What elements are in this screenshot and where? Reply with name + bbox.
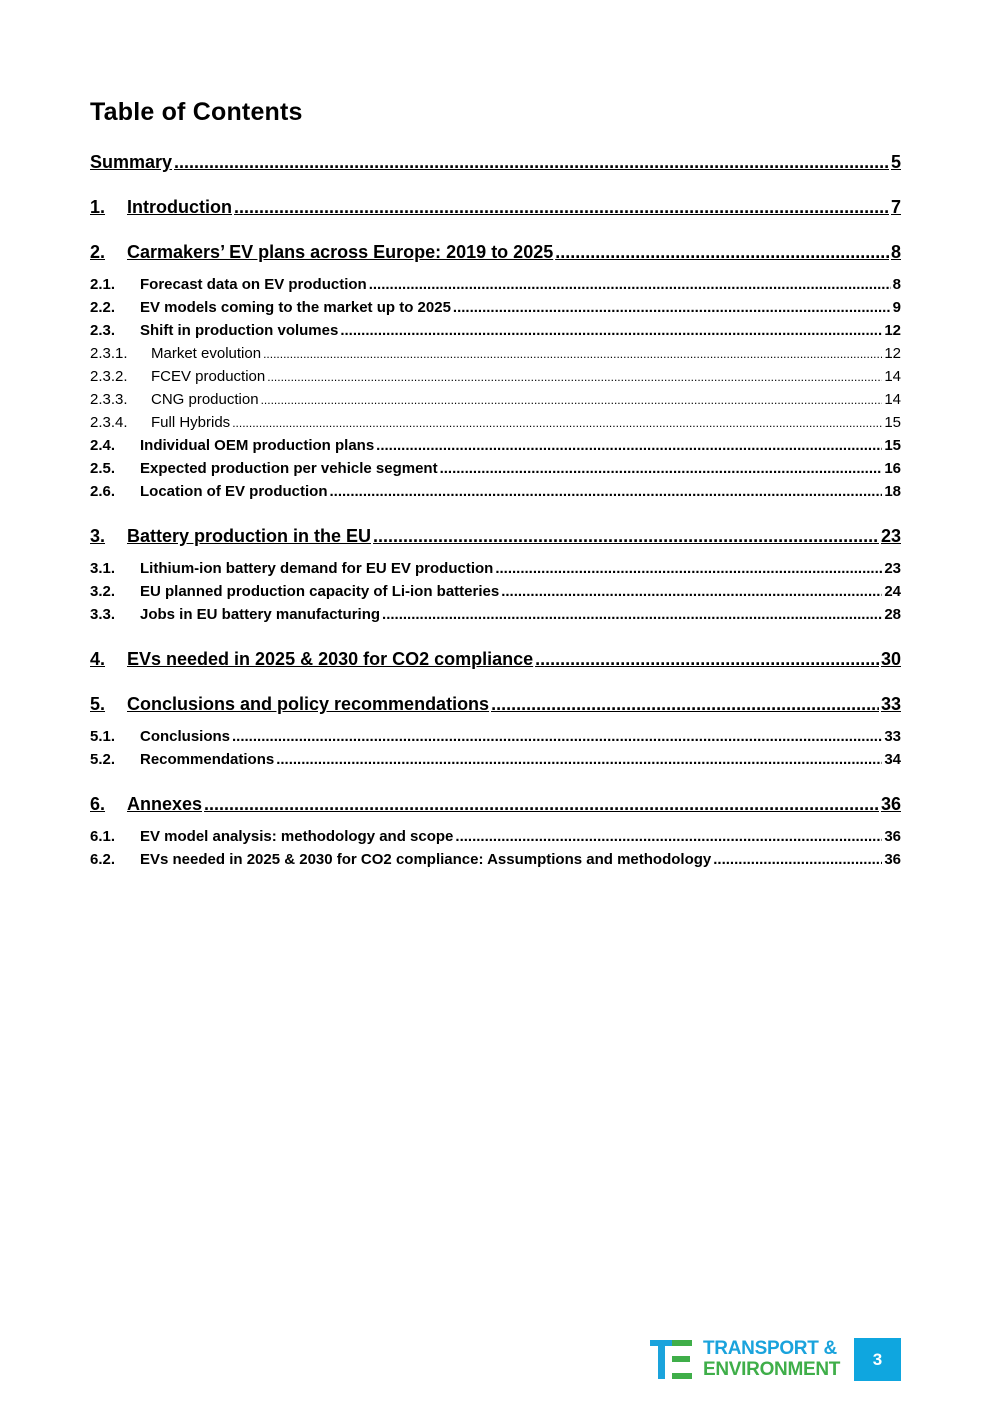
dot-leader	[234, 195, 889, 219]
toc-entry-page: 12	[884, 322, 901, 339]
toc-entry-text: Recommendations	[140, 751, 275, 768]
toc-entry-number: 2.5.	[90, 460, 116, 477]
dot-leader	[263, 343, 882, 365]
toc-entry-3-3[interactable]	[90, 603, 901, 626]
dot-leader	[276, 748, 882, 771]
toc-entry-2-3[interactable]	[90, 319, 901, 342]
dot-leader	[376, 434, 882, 457]
toc-entry-text: Conclusions and policy recommendations	[127, 694, 490, 714]
dot-leader	[535, 647, 879, 671]
dot-leader	[382, 603, 882, 626]
toc-entry-number: 6.1.	[90, 828, 116, 845]
toc-entry-text: Forecast data on EV production	[140, 276, 367, 293]
toc-entry-number: 2.3.	[90, 322, 116, 339]
toc-entry-number: 3.	[90, 526, 106, 546]
toc-entry-page: 36	[884, 851, 901, 868]
dot-leader	[340, 319, 882, 342]
toc-entry-text: Introduction	[127, 197, 232, 217]
toc-entry-number: 2.	[90, 242, 106, 262]
toc-entry-page: 15	[884, 437, 901, 454]
toc-entry-page: 24	[884, 583, 901, 600]
toc-entry-text: EVs needed in 2025 & 2030 for CO2 compliance: Assumptions and methodology	[140, 851, 712, 868]
toc-entry-2-2[interactable]	[90, 296, 901, 319]
dot-leader	[330, 480, 883, 503]
toc-entry-number: 1.	[90, 197, 106, 217]
toc-entry-page: 28	[884, 606, 901, 623]
toc-entry-number: 6.	[90, 794, 106, 814]
toc-entry-page: 14	[884, 391, 901, 408]
dot-leader	[267, 366, 882, 388]
toc-entry-text: Expected production per vehicle segment	[140, 460, 438, 477]
toc-entry-number: 4.	[90, 649, 106, 669]
toc-entry-number: 2.6.	[90, 483, 116, 500]
toc-entry-page: 34	[884, 751, 901, 768]
dot-leader	[501, 580, 882, 603]
toc-entry-text: EV model analysis: methodology and scope	[140, 828, 454, 845]
toc-entry-text: Shift in production volumes	[140, 322, 339, 339]
toc-entry-number: 5.2.	[90, 751, 116, 768]
dot-leader	[232, 412, 882, 434]
toc-entry-page: 23	[880, 526, 901, 546]
dot-leader	[453, 296, 891, 319]
toc-entry-2-5[interactable]	[90, 457, 901, 480]
dot-leader	[491, 692, 879, 716]
toc-entry-number: 6.2.	[90, 851, 116, 868]
toc-entry-text: Individual OEM production plans	[140, 437, 375, 454]
toc-entry-page: 30	[880, 649, 901, 669]
toc-entry-3[interactable]	[90, 524, 901, 548]
toc-entry-6-2[interactable]	[90, 848, 901, 871]
toc-entry-number: 2.1.	[90, 276, 116, 293]
toc-entry-text: Location of EV production	[140, 483, 328, 500]
toc-title: Table of Contents	[90, 98, 303, 126]
toc-entry-text: Carmakers’ EV plans across Europe: 2019 to 2025	[127, 242, 554, 262]
toc-entry-1[interactable]	[90, 195, 901, 219]
toc-entry-number: 2.4.	[90, 437, 116, 454]
toc-entry-2-3-1[interactable]	[90, 342, 901, 365]
toc-entry-number: 2.3.3.	[90, 391, 128, 408]
dot-leader	[455, 825, 882, 848]
toc-entry-text: EU planned production capacity of Li-ion batteries	[140, 583, 500, 600]
toc-entry-number: 3.1.	[90, 560, 116, 577]
toc-entry-2-1[interactable]	[90, 273, 901, 296]
toc-entry-number: 2.3.2.	[90, 368, 128, 385]
dot-leader	[495, 557, 882, 580]
table-of-contents	[90, 150, 901, 871]
dot-leader	[174, 150, 889, 174]
toc-entry-2-3-2[interactable]	[90, 365, 901, 388]
toc-entry-number: 5.1.	[90, 728, 116, 745]
toc-entry-4[interactable]	[90, 647, 901, 671]
toc-entry-text: EVs needed in 2025 & 2030 for CO2 compliance	[127, 649, 534, 669]
toc-entry-text: Market evolution	[151, 345, 262, 362]
toc-entry-page: 23	[884, 560, 901, 577]
toc-entry-number: 2.3.1.	[90, 345, 128, 362]
toc-entry-text: CNG production	[151, 391, 259, 408]
toc-entry-page: 36	[880, 794, 901, 814]
te-logo	[650, 1338, 846, 1381]
toc-entry-page: 15	[884, 414, 901, 431]
toc-entry-page: 18	[884, 483, 901, 500]
toc-entry-2-3-3[interactable]	[90, 388, 901, 411]
toc-entry-5-1[interactable]	[90, 725, 901, 748]
toc-entry-page: 14	[884, 368, 901, 385]
logo-line-1: TRANSPORT &	[703, 1338, 837, 1359]
te-logo-icon	[650, 1338, 694, 1381]
toc-entry-number: 3.3.	[90, 606, 116, 623]
toc-entry-5-2[interactable]	[90, 748, 901, 771]
toc-entry-6-1[interactable]	[90, 825, 901, 848]
toc-entry-text: Summary	[90, 152, 173, 172]
toc-entry-text: FCEV production	[151, 368, 266, 385]
te-logo-text	[703, 1338, 840, 1380]
toc-entry-2-3-4[interactable]	[90, 411, 901, 434]
toc-entry-page: 33	[880, 694, 901, 714]
toc-entry-text: Lithium-ion battery demand for EU EV production	[140, 560, 494, 577]
toc-entry-text: EV models coming to the market up to 2025	[140, 299, 451, 316]
dot-leader	[440, 457, 883, 480]
toc-entry-page: 5	[890, 152, 901, 172]
toc-entry-3-1[interactable]	[90, 557, 901, 580]
toc-entry-page: 12	[884, 345, 901, 362]
toc-entry-2[interactable]	[90, 240, 901, 264]
toc-entry-page: 33	[884, 728, 901, 745]
dot-leader	[232, 725, 882, 748]
dot-leader	[713, 848, 882, 871]
toc-entry-number: 2.3.4.	[90, 414, 128, 431]
logo-line-2: ENVIRONMENT	[703, 1359, 841, 1380]
dot-leader	[261, 389, 883, 411]
toc-entry-3-2[interactable]	[90, 580, 901, 603]
toc-entry-number: 5.	[90, 694, 106, 714]
dot-leader	[373, 524, 879, 548]
toc-entry-text: Battery production in the EU	[127, 526, 372, 546]
toc-entry-page: 36	[884, 828, 901, 845]
toc-entry-number: 2.2.	[90, 299, 116, 316]
toc-entry-summary[interactable]	[90, 150, 901, 174]
toc-entry-text: Jobs in EU battery manufacturing	[140, 606, 381, 623]
toc-entry-page: 7	[890, 197, 901, 217]
toc-entry-2-6[interactable]	[90, 480, 901, 503]
toc-entry-5[interactable]	[90, 692, 901, 716]
dot-leader	[555, 240, 889, 264]
toc-entry-6[interactable]	[90, 792, 901, 816]
page-number-badge: 3	[854, 1338, 901, 1381]
toc-entry-text: Annexes	[127, 794, 203, 814]
dot-leader	[204, 792, 879, 816]
toc-entry-2-4[interactable]	[90, 434, 901, 457]
dot-leader	[369, 273, 891, 296]
toc-entry-text: Conclusions	[140, 728, 231, 745]
toc-entry-page: 8	[890, 242, 901, 262]
toc-entry-text: Full Hybrids	[151, 414, 231, 431]
toc-entry-page: 8	[892, 276, 901, 293]
toc-entry-page: 16	[884, 460, 901, 477]
toc-entry-page: 9	[892, 299, 901, 316]
toc-entry-number: 3.2.	[90, 583, 116, 600]
